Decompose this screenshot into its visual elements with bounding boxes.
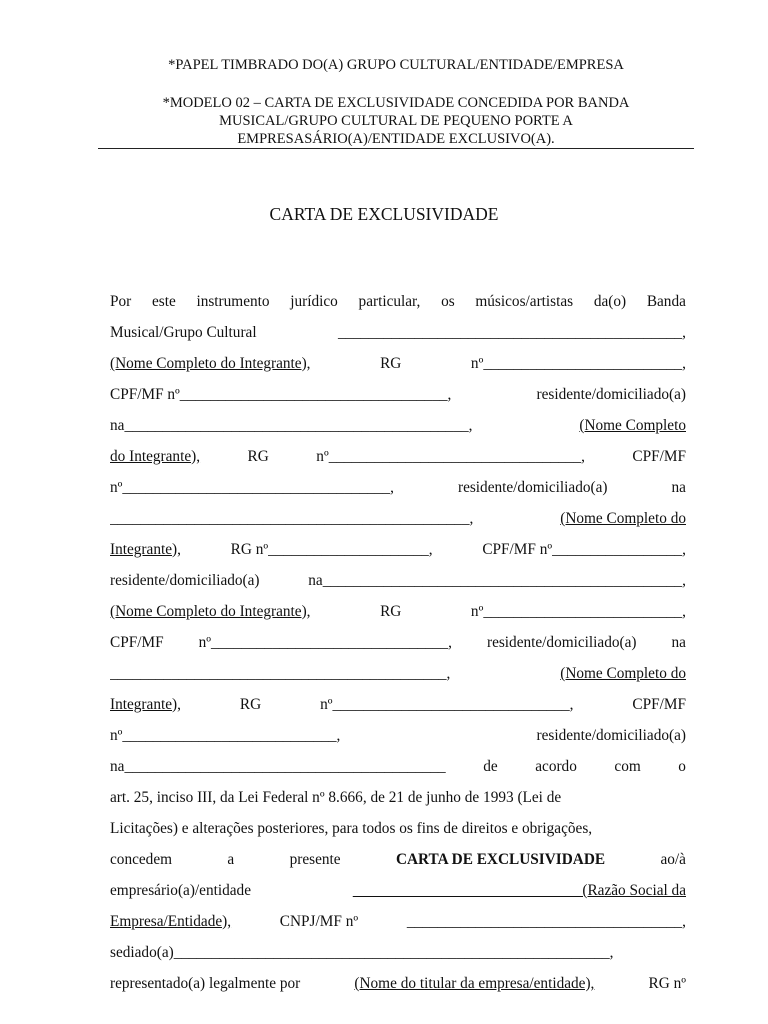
word: concedem xyxy=(110,851,173,868)
body-line-1 xyxy=(110,286,686,317)
body-line-21 xyxy=(110,906,686,937)
header-divider xyxy=(98,148,694,149)
member-name-placeholder: (Nome Completo xyxy=(579,417,686,434)
body-line-13 xyxy=(110,658,686,689)
word: instrumento xyxy=(196,293,270,310)
text-segment: residente/domiciliado(a) xyxy=(536,727,686,744)
text-segment: empresário(a)/entidade xyxy=(110,882,251,899)
body-line-5 xyxy=(110,410,686,441)
text-segment: na xyxy=(671,479,686,496)
model-note-line-3: EMPRESASÁRIO(A)/ENTIDADE EXCLUSIVO(A). xyxy=(237,131,555,147)
rg-blank: nº_________________________________, xyxy=(316,448,585,465)
body-line-12 xyxy=(110,627,686,658)
member-name-placeholder: do Integrante), xyxy=(110,448,201,465)
text-segment: Musical/Grupo Cultural xyxy=(110,324,257,341)
model-note-line-1: *MODELO 02 – CARTA DE EXCLUSIVIDADE CONCEDIDA POR BANDA xyxy=(162,95,630,111)
address-blank: na_______________________________________________, xyxy=(308,572,686,589)
address-blank: na__________________________________________ xyxy=(110,758,446,775)
cpf-blank: nº_______________________________, xyxy=(198,634,452,651)
body-line-22 xyxy=(110,937,686,968)
text-segment: CPF/MF xyxy=(110,634,164,651)
document-title: CARTA DE EXCLUSIVIDADE xyxy=(269,204,499,224)
body-line-15 xyxy=(110,720,686,751)
address-blank: na_____________________________________________, xyxy=(110,417,473,434)
body-line-16 xyxy=(110,751,686,782)
word: com xyxy=(614,758,641,775)
rg-blank: nº_______________________________, xyxy=(320,696,574,713)
word: ao/à xyxy=(660,851,686,868)
body-line-19 xyxy=(110,844,686,875)
word: a xyxy=(227,851,235,868)
word: o xyxy=(678,758,686,775)
word: particular, xyxy=(358,293,421,310)
body-line-2 xyxy=(110,317,686,348)
text-segment: residente/domiciliado(a) xyxy=(536,386,686,403)
body-line-11 xyxy=(110,596,686,627)
cpf-blank: CPF/MF nº_________________, xyxy=(482,541,686,558)
body-line-8 xyxy=(110,503,686,534)
body-line-9 xyxy=(110,534,686,565)
model-note-line-2: MUSICAL/GRUPO CULTURAL DE PEQUENO PORTE A xyxy=(219,113,573,129)
body-line-17 xyxy=(110,782,686,813)
band-name-blank: _____________________________________________, xyxy=(337,324,686,341)
text-segment: na xyxy=(671,634,686,651)
text-segment: RG xyxy=(380,603,402,620)
company-name-placeholder: ______________________________(Razão Social da xyxy=(352,882,686,899)
cnpj-blank: ____________________________________, xyxy=(406,913,686,930)
body-line-23 xyxy=(110,968,686,999)
body-line-14 xyxy=(110,689,686,720)
document-header xyxy=(98,56,694,148)
word: Banda xyxy=(646,293,686,310)
cpf-blank: CPF/MF nº___________________________________, xyxy=(110,386,452,403)
member-name-placeholder: (Nome Completo do xyxy=(560,665,686,682)
cpf-blank: nº____________________________, xyxy=(110,727,341,744)
member-name-placeholder: (Nome Completo do Integrante), xyxy=(110,355,311,372)
word: acordo xyxy=(535,758,577,775)
body-line-7 xyxy=(110,472,686,503)
text-segment: residente/domiciliado(a) xyxy=(110,572,260,589)
carta-exclusividade-emphasis: CARTA DE EXCLUSIVIDADE xyxy=(395,851,606,868)
document-body xyxy=(110,286,686,999)
cpf-blank: nº___________________________________, xyxy=(110,479,394,496)
word: músicos/artistas xyxy=(475,293,574,310)
word: de xyxy=(483,758,498,775)
text-segment: residente/domiciliado(a) xyxy=(457,479,608,496)
word: presente xyxy=(289,851,341,868)
member-name-placeholder: Integrante), xyxy=(110,541,181,558)
word: os xyxy=(441,293,455,310)
text-segment: CPF/MF xyxy=(632,448,686,465)
text-segment: RG xyxy=(380,355,402,372)
body-line-10 xyxy=(110,565,686,596)
word: este xyxy=(151,293,176,310)
word: jurídico xyxy=(290,293,338,310)
word: da(o) xyxy=(593,293,627,310)
member-name-placeholder: (Nome Completo do Integrante), xyxy=(110,603,311,620)
word: Por xyxy=(110,293,132,310)
text-segment: art. 25, inciso III, da Lei Federal nº 8.666, de 21 de junho de 1993 (Lei de xyxy=(110,789,562,806)
address-blank: _______________________________________________, xyxy=(110,510,474,527)
text-segment: RG xyxy=(239,696,262,713)
letterhead-note: *PAPEL TIMBRADO DO(A) GRUPO CULTURAL/ENTIDADE/EMPRESA xyxy=(168,57,624,73)
body-line-18 xyxy=(110,813,686,844)
body-line-20 xyxy=(110,875,686,906)
member-name-placeholder: (Nome Completo do xyxy=(560,510,686,527)
text-segment: CNPJ/MF nº xyxy=(279,913,359,930)
company-name-placeholder: Empresa/Entidade), xyxy=(110,913,232,930)
address-blank: ____________________________________________, xyxy=(110,665,451,682)
text-segment: CPF/MF xyxy=(632,696,686,713)
body-line-4 xyxy=(110,379,686,410)
text-segment: residente/domiciliado(a) xyxy=(486,634,637,651)
rg-blank: nº__________________________, xyxy=(470,355,686,372)
member-name-placeholder: Integrante), xyxy=(110,696,181,713)
body-line-6 xyxy=(110,441,686,472)
company-holder-placeholder: (Nome do titular da empresa/entidade), xyxy=(354,975,595,992)
rg-blank: RG nº_____________________, xyxy=(230,541,433,558)
rg-blank: nº__________________________, xyxy=(470,603,686,620)
text-segment: representado(a) legalmente por xyxy=(110,975,301,992)
body-line-3 xyxy=(110,348,686,379)
text-segment: RG xyxy=(247,448,269,465)
text-segment: Licitações) e alterações posteriores, para todos os fins de direitos e obrigações, xyxy=(110,820,593,837)
headquarters-blank: sediado(a)_________________________________________________________, xyxy=(110,944,614,961)
text-segment: RG nº xyxy=(648,975,686,992)
